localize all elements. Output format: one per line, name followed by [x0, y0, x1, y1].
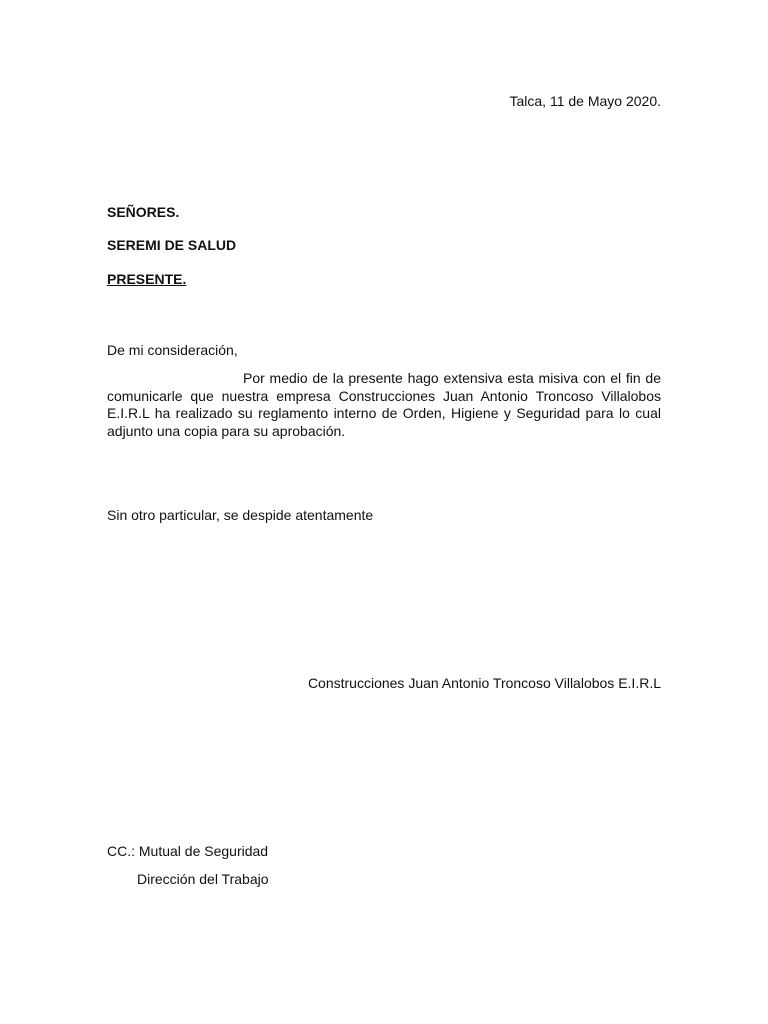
- recipient-line-presente: PRESENTE.: [107, 271, 187, 287]
- body-paragraph: Por medio de la presente hago extensiva esta misiva con el fin de comunicarle que nuestra empresa Construcciones Juan Antonio Troncoso Villalobos E.I.R.L ha realizado su reglamento interno de Orden, Higiene y Seguridad para lo cual adjunto una copia para su aprobación.: [107, 370, 661, 439]
- closing-line: Sin otro particular, se despide atentamente: [107, 507, 374, 523]
- signature-company: Construcciones Juan Antonio Troncoso Villalobos E.I.R.L: [307, 675, 661, 691]
- recipient-line-senores: SEÑORES.: [107, 204, 180, 220]
- recipient-line-seremi: SEREMI DE SALUD: [107, 237, 237, 253]
- cc-line-mutual: CC.: Mutual de Seguridad: [107, 843, 269, 859]
- greeting: De mi consideración,: [107, 342, 238, 358]
- cc-line-direccion: Dirección del Trabajo: [137, 871, 269, 887]
- place-date: Talca, 11 de Mayo 2020.: [509, 93, 661, 109]
